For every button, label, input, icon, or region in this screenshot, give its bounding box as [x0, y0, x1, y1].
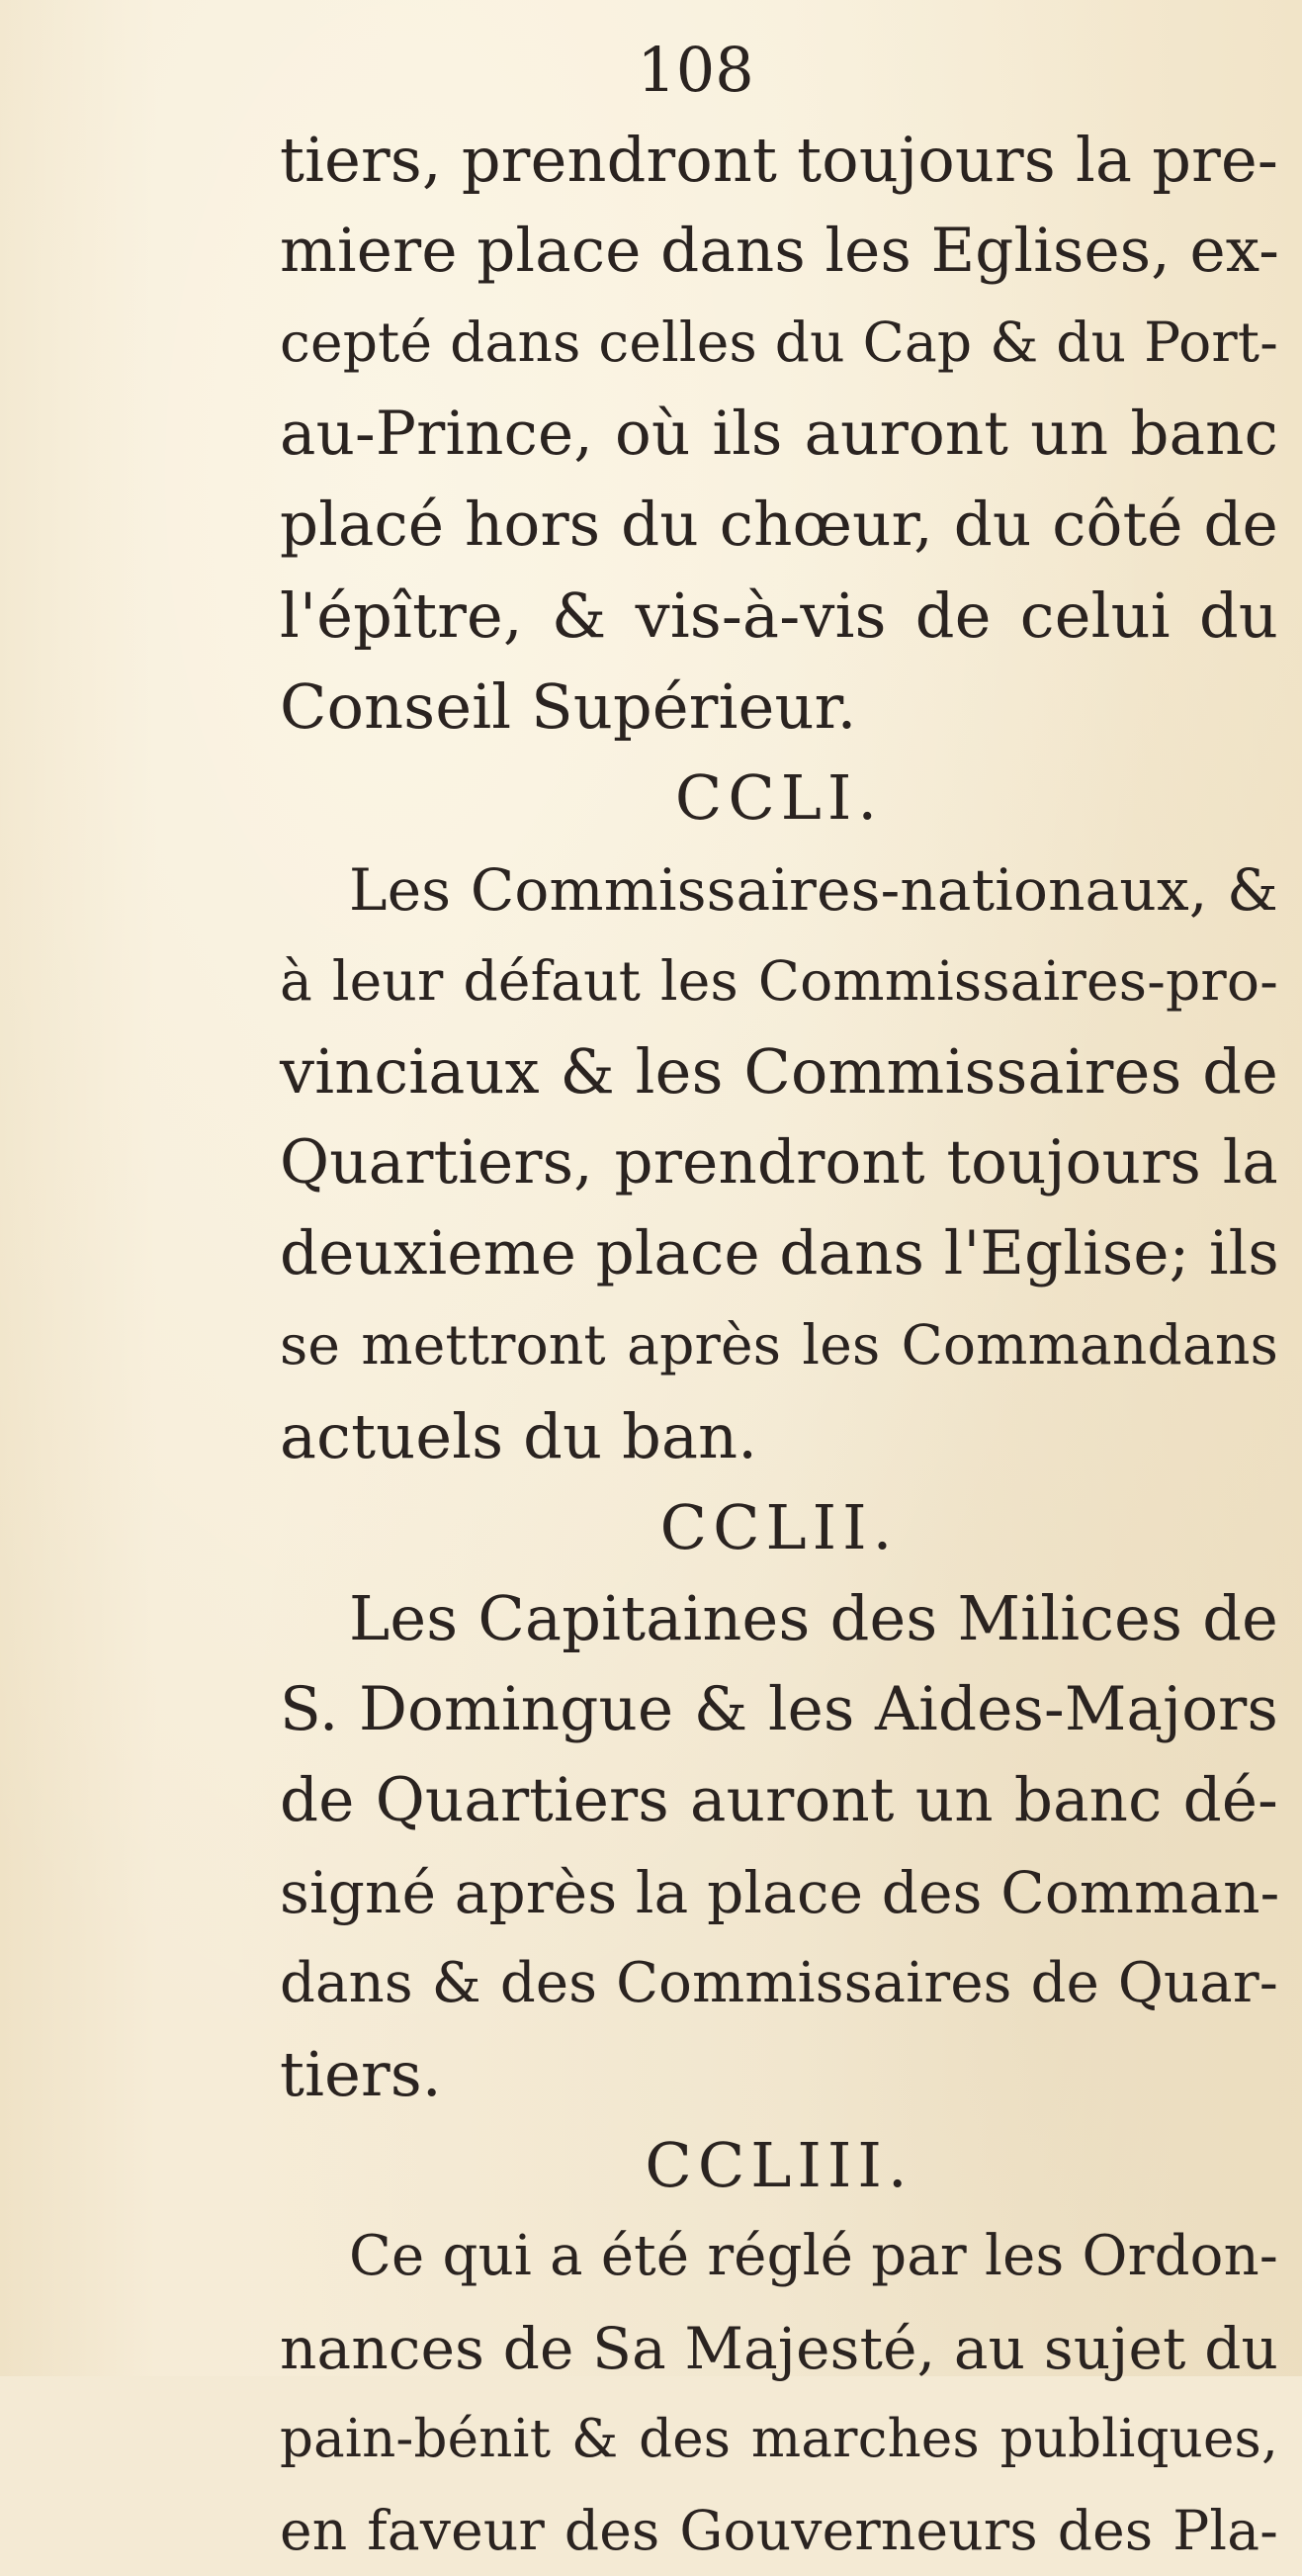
article-heading: CCLIII. [645, 2129, 913, 2202]
text-line: Les Capitaines des Milices de [349, 1582, 1278, 1654]
text-line: signé après la place des Comman- [280, 1858, 1280, 1926]
text-line: à leur défaut les Commissaires-pro- [280, 948, 1278, 1013]
text-line: Quartiers, prendront toujours la [280, 1127, 1278, 1199]
text-line: Ce qui a été réglé par les Ordon- [349, 2224, 1278, 2289]
text-line: pain-bénit & des marches publiques, [280, 2408, 1278, 2469]
text-line: se mettront après les Commandans [280, 1313, 1278, 1377]
text-line: cepté dans celles du Cap & du Port- [280, 311, 1278, 375]
text-line: de Quartiers auront un banc dé- [280, 1765, 1278, 1836]
text-line: tiers, prendront toujours la pre- [280, 124, 1278, 196]
text-line: l'épître, & vis-à-vis de celui du [280, 578, 1278, 652]
text-line: tiers. [280, 2037, 442, 2110]
text-line: miere place dans les Eglises, ex- [280, 216, 1280, 287]
page-number: 108 [637, 34, 754, 106]
article-heading: CCLI. [674, 761, 884, 835]
page-text [280, 115, 1278, 2576]
text-line: dans & des Commissaires de Quar- [280, 1950, 1278, 2015]
text-line: en faveur des Gouverneurs des Pla- [280, 2498, 1278, 2562]
text-line: actuels du ban. [280, 1399, 758, 1472]
text-line: nances de Sa Majesté, au sujet du [280, 2314, 1279, 2382]
text-line: au-Prince, où ils auront un banc [280, 398, 1278, 469]
article-heading: CCLII. [659, 1490, 899, 1563]
text-line: Les Commissaires-nationaux, & [349, 855, 1278, 924]
text-line: Conseil Supérieur. [280, 670, 857, 744]
text-line: vinciaux & les Commissaires de [280, 1034, 1278, 1108]
text-line: S. Domingue & les Aides-Majors [280, 1674, 1278, 1745]
text-line: placé hors du chœur, du côté de [280, 489, 1278, 560]
text-line: deuxieme place dans l'Eglise; ils [280, 1218, 1279, 1289]
